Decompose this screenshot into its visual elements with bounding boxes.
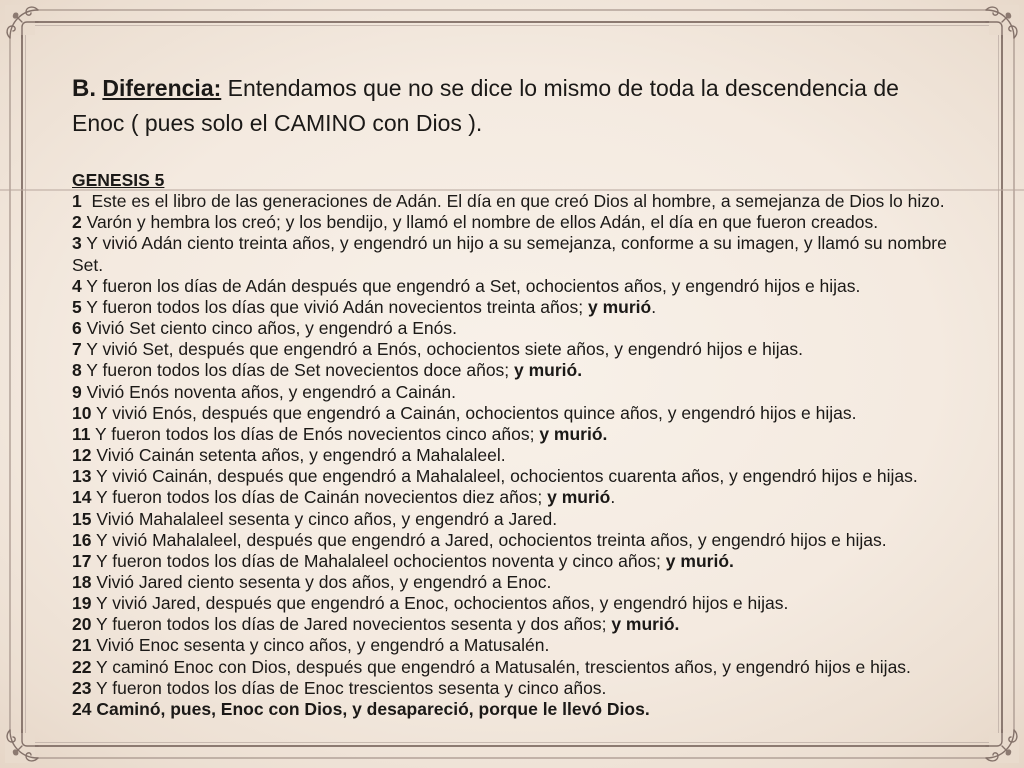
verse-number: 23 — [72, 677, 92, 698]
verse-tail: . — [610, 487, 616, 508]
verse-emphasis: y murió. — [611, 614, 680, 635]
verse-11 — [72, 424, 966, 445]
verse-text: Vivió Set ciento cinco años, y engendró a Enós. — [86, 318, 457, 339]
verse-number: 13 — [72, 466, 92, 487]
verse-number: 2 — [72, 212, 82, 233]
verse-number: 14 — [72, 487, 92, 508]
verse-18 — [72, 572, 966, 593]
verse-number: 4 — [72, 275, 82, 296]
verse-number: 6 — [72, 318, 82, 339]
verse-text: Y vivió Set, después que engendró a Enós, ochocientos siete años, y engendró hijos e hijas. — [86, 339, 803, 360]
verse-text: Y fueron los días de Adán después que engendró a Set, ochocientos años, y engendró hijos e hijas. — [86, 275, 861, 296]
verse-text: Vivió Enoc sesenta y cinco años, y engendró a Matusalén. — [96, 635, 550, 656]
verse-emphasis: y murió. — [514, 360, 583, 381]
verse-text: Y vivió Adán ciento treinta años, y engendró un hijo a su semejanza, conforme a su imagen, y llamó su nombre Set. — [72, 233, 952, 275]
verse-22 — [72, 657, 966, 678]
verse-text: Y fueron todos los días de Set novecientos doce años; — [86, 360, 515, 381]
corner-ornament-bottom-right — [986, 730, 1019, 763]
verse-21 — [72, 635, 966, 656]
verse-text: Vivió Enós noventa años, y engendró a Cainán. — [86, 381, 456, 402]
verse-text: Y fueron todos los días de Enoc trescientos sesenta y cinco años. — [96, 677, 607, 698]
corner-ornament-top-right — [986, 5, 1019, 38]
verse-number: 8 — [72, 360, 82, 381]
verse-5 — [72, 297, 966, 318]
scripture-passage — [72, 170, 966, 720]
verse-12 — [72, 445, 966, 466]
verse-23 — [72, 678, 966, 699]
verse-emphasis: y murió. — [665, 550, 734, 571]
verse-text: Este es el libro de las generaciones de Adán. El día en que creó Dios al hombre, a semejanza de Dios lo hizo. — [86, 191, 945, 212]
verse-text: Y fueron todos los días de Enós novecientos cinco años; — [95, 423, 540, 444]
heading-letter: B. — [72, 75, 96, 102]
verse-10 — [72, 403, 966, 424]
verse-text: Y fueron todos los días de Cainán novecientos diez años; — [96, 487, 548, 508]
verse-8 — [72, 360, 966, 381]
verse-number: 20 — [72, 614, 92, 635]
verse-number: 10 — [72, 402, 92, 423]
verse-number: 12 — [72, 445, 92, 466]
verse-number: 15 — [72, 508, 92, 529]
verse-17 — [72, 551, 966, 572]
verse-text: Y fueron todos los días que vivió Adán novecientos treinta años; — [86, 296, 588, 317]
verse-1 — [72, 191, 966, 212]
verse-3 — [72, 233, 966, 275]
verse-text: Y fueron todos los días de Jared novecientos sesenta y dos años; — [96, 614, 612, 635]
verse-text: Varón y hembra los creó; y los bendijo, y llamó el nombre de ellos Adán, el día en que fueron creados. — [86, 212, 879, 233]
verse-20 — [72, 614, 966, 635]
verse-number: 9 — [72, 381, 82, 402]
verse-9 — [72, 382, 966, 403]
verse-number: 21 — [72, 635, 92, 656]
passage-title: GENESIS 5 — [72, 170, 165, 190]
verse-6 — [72, 318, 966, 339]
slide-heading — [72, 71, 932, 140]
verse-number: 16 — [72, 529, 92, 550]
verse-text: Y vivió Jared, después que engendró a Enoc, ochocientos años, y engendró hijos e hijas. — [96, 593, 789, 614]
verse-number: 22 — [72, 656, 92, 677]
verse-emphasis: Caminó, pues, Enoc con Dios, y desapareció, porque le llevó Dios. — [96, 698, 650, 719]
verse-number: 3 — [72, 233, 82, 254]
heading-label: Diferencia: — [102, 75, 222, 101]
verse-number: 5 — [72, 296, 82, 317]
verse-4 — [72, 276, 966, 297]
verse-19 — [72, 593, 966, 614]
verse-emphasis: y murió — [547, 487, 611, 508]
verse-number: 19 — [72, 593, 92, 614]
verse-number: 18 — [72, 571, 92, 592]
verse-number: 24 — [72, 698, 92, 719]
verse-text: Y caminó Enoc con Dios, después que engendró a Matusalén, trescientos años, y engendró hijos e hijas. — [96, 656, 911, 677]
corner-ornament-bottom-left — [5, 730, 38, 763]
verse-tail: . — [651, 296, 657, 317]
verse-text: Vivió Mahalaleel sesenta y cinco años, y engendró a Jared. — [96, 508, 558, 529]
heading-text: Entendamos que no se dice lo mismo de toda la descendencia de Enoc ( pues solo el CAMINO con Dios ). — [72, 75, 899, 136]
verse-number: 1 — [72, 191, 82, 212]
verse-14 — [72, 487, 966, 508]
corner-ornament-top-left — [5, 5, 38, 38]
verse-text: Y vivió Mahalaleel, después que engendró a Jared, ochocientos treinta años, y engendró hijos e hijas. — [96, 529, 887, 550]
verse-2 — [72, 212, 966, 233]
verse-number: 17 — [72, 550, 92, 571]
verse-emphasis: y murió — [587, 296, 652, 317]
verse-7 — [72, 339, 966, 360]
verse-number: 7 — [72, 339, 82, 360]
verse-16 — [72, 530, 966, 551]
verse-text: Vivió Cainán setenta años, y engendró a Mahalaleel. — [96, 445, 506, 466]
verse-text: Vivió Jared ciento sesenta y dos años, y engendró a Enoc. — [96, 571, 552, 592]
verse-list — [72, 191, 966, 720]
verse-emphasis: y murió. — [539, 423, 608, 444]
verse-24 — [72, 699, 966, 720]
verse-text: Y vivió Enós, después que engendró a Cainán, ochocientos quince años, y engendró hijos e hijas. — [96, 402, 857, 423]
verse-text: Y fueron todos los días de Mahalaleel ochocientos noventa y cinco años; — [96, 550, 666, 571]
verse-number: 11 — [72, 423, 91, 444]
verse-13 — [72, 466, 966, 487]
verse-15 — [72, 509, 966, 530]
verse-text: Y vivió Cainán, después que engendró a Mahalaleel, ochocientos cuarenta años, y engendró hijos e hijas. — [96, 466, 918, 487]
